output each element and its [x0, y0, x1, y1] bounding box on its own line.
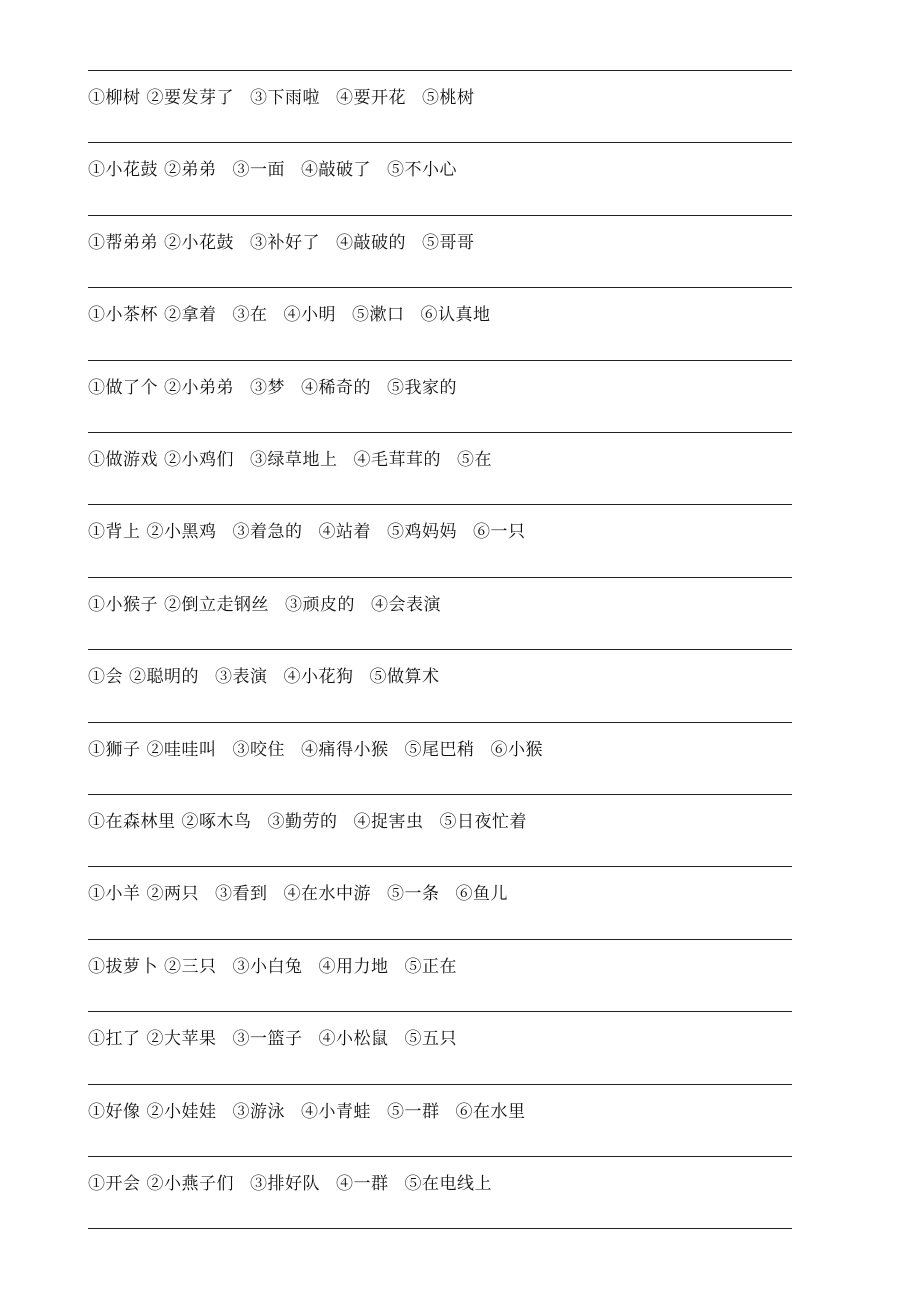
word-option: ④稀奇的 [301, 378, 371, 398]
word-option: ①会 [88, 667, 123, 687]
word-option: ④敲破了 [301, 160, 371, 180]
exercise-row [88, 520, 542, 544]
answer-line [88, 649, 792, 650]
word-option: ③看到 [215, 884, 268, 904]
word-option: ⑤哥哥 [422, 233, 475, 253]
word-option: ③小白兔 [232, 957, 303, 977]
word-option: ⑤一条 [387, 884, 440, 904]
word-option: ③一篮子 [232, 1029, 303, 1049]
word-option: ②拿着 [164, 305, 217, 325]
exercise-row [88, 882, 524, 906]
word-option: ③在 [232, 305, 268, 325]
word-option: ②小娃娃 [146, 1102, 217, 1122]
exercise-row [88, 303, 507, 327]
word-option: ⑤在 [457, 450, 492, 470]
word-option: ①小花鼓 [88, 160, 158, 180]
word-option: ③绿草地上 [250, 450, 338, 470]
word-option: ⑤五只 [404, 1029, 457, 1049]
answer-line [88, 287, 792, 288]
answer-line [88, 432, 792, 433]
word-option: ⑥鱼儿 [455, 884, 508, 904]
exercise-row [88, 955, 473, 979]
word-option: ②倒立走钢丝 [164, 595, 269, 615]
word-option: ①狮子 [88, 740, 141, 760]
word-option: ⑤日夜忙着 [439, 812, 527, 832]
answer-line [88, 866, 792, 867]
answer-line [88, 1084, 792, 1085]
word-option: ③游泳 [232, 1102, 285, 1122]
word-option: ①在森林里 [88, 812, 176, 832]
exercise-row [88, 158, 473, 182]
word-option: ②弟弟 [164, 160, 217, 180]
word-option: ①小羊 [88, 884, 141, 904]
word-option: ⑥认真地 [420, 305, 491, 325]
exercise-row [88, 738, 559, 762]
word-option: ②小花鼓 [164, 233, 234, 253]
word-option: ③排好队 [250, 1174, 320, 1194]
word-option: ④毛茸茸的 [353, 450, 441, 470]
word-option: ④小花狗 [283, 667, 354, 687]
word-option: ③补好了 [250, 233, 320, 253]
word-option: ④痛得小猴 [301, 740, 389, 760]
word-option: ①柳树 [88, 88, 141, 108]
word-option: ⑤不小心 [387, 160, 457, 180]
word-option: ⑤正在 [404, 957, 457, 977]
answer-line [88, 504, 792, 505]
word-option: ①开会 [88, 1174, 141, 1194]
word-option: ④小明 [283, 305, 336, 325]
exercise-row [88, 376, 473, 400]
word-option: ④在水中游 [283, 884, 371, 904]
word-option: ②聪明的 [129, 667, 199, 687]
word-option: ⑤桃树 [422, 88, 475, 108]
exercise-row [88, 448, 508, 472]
word-option: ④一群 [336, 1174, 389, 1194]
word-option: ①小猴子 [88, 595, 158, 615]
word-option: ①小茶杯 [88, 305, 158, 325]
exercise-row [88, 231, 491, 255]
word-option: ①拔萝卜 [88, 957, 158, 977]
word-option: ③顽皮的 [285, 595, 355, 615]
answer-line [88, 577, 792, 578]
word-option: ①帮弟弟 [88, 233, 158, 253]
exercise-row [88, 1027, 473, 1051]
word-option: ⑤做算术 [369, 667, 440, 687]
word-option: ③勤劳的 [267, 812, 338, 832]
word-option: ⑤鸡妈妈 [387, 522, 457, 542]
word-option: ②要发芽了 [146, 88, 234, 108]
word-option: ①做游戏 [88, 450, 158, 470]
word-option: ④站着 [318, 522, 371, 542]
word-option: ④用力地 [318, 957, 389, 977]
word-option: ①扛了 [88, 1029, 141, 1049]
exercise-row [88, 810, 543, 834]
word-option: ②小黑鸡 [146, 522, 217, 542]
exercise-row [88, 593, 457, 617]
word-option: ④敲破的 [336, 233, 406, 253]
word-option: ②大苹果 [146, 1029, 217, 1049]
answer-line [88, 1011, 792, 1012]
word-option: ⑤一群 [387, 1102, 440, 1122]
word-option: ④小松鼠 [318, 1029, 389, 1049]
exercise-row [88, 1172, 508, 1196]
word-option: ②小鸡们 [164, 450, 234, 470]
answer-line [88, 722, 792, 723]
word-option: ①背上 [88, 522, 141, 542]
word-option: ②小弟弟 [164, 378, 234, 398]
word-option: ②啄木鸟 [181, 812, 252, 832]
word-option: ⑥小猴 [490, 740, 543, 760]
word-option: ③着急的 [232, 522, 303, 542]
answer-line [88, 215, 792, 216]
answer-line [88, 70, 792, 71]
word-option: ③下雨啦 [250, 88, 320, 108]
word-option: ①好像 [88, 1102, 141, 1122]
word-option: ③表演 [215, 667, 268, 687]
word-option: ⑥在水里 [455, 1102, 526, 1122]
answer-line [88, 1156, 792, 1157]
answer-line [88, 794, 792, 795]
word-option: ④会表演 [371, 595, 441, 615]
exercise-row [88, 86, 491, 110]
word-option: ⑤在电线上 [404, 1174, 492, 1194]
word-option: ②小燕子们 [146, 1174, 234, 1194]
word-option: ②两只 [146, 884, 199, 904]
word-option: ⑤我家的 [387, 378, 457, 398]
answer-line [88, 939, 792, 940]
word-option: ④要开花 [336, 88, 406, 108]
word-option: ③一面 [232, 160, 285, 180]
exercise-row [88, 665, 456, 689]
word-option: ④小青蛙 [301, 1102, 371, 1122]
word-option: ⑤尾巴稍 [404, 740, 475, 760]
word-option: ⑥一只 [473, 522, 526, 542]
answer-line [88, 142, 792, 143]
word-option: ①做了个 [88, 378, 158, 398]
word-option: ④捉害虫 [353, 812, 424, 832]
word-option: ②哇哇叫 [146, 740, 217, 760]
exercise-row [88, 1100, 542, 1124]
answer-line [88, 360, 792, 361]
word-option: ②三只 [164, 957, 217, 977]
word-option: ⑤漱口 [352, 305, 405, 325]
word-option: ③梦 [250, 378, 285, 398]
word-option: ③咬住 [232, 740, 285, 760]
answer-line [88, 1228, 792, 1229]
